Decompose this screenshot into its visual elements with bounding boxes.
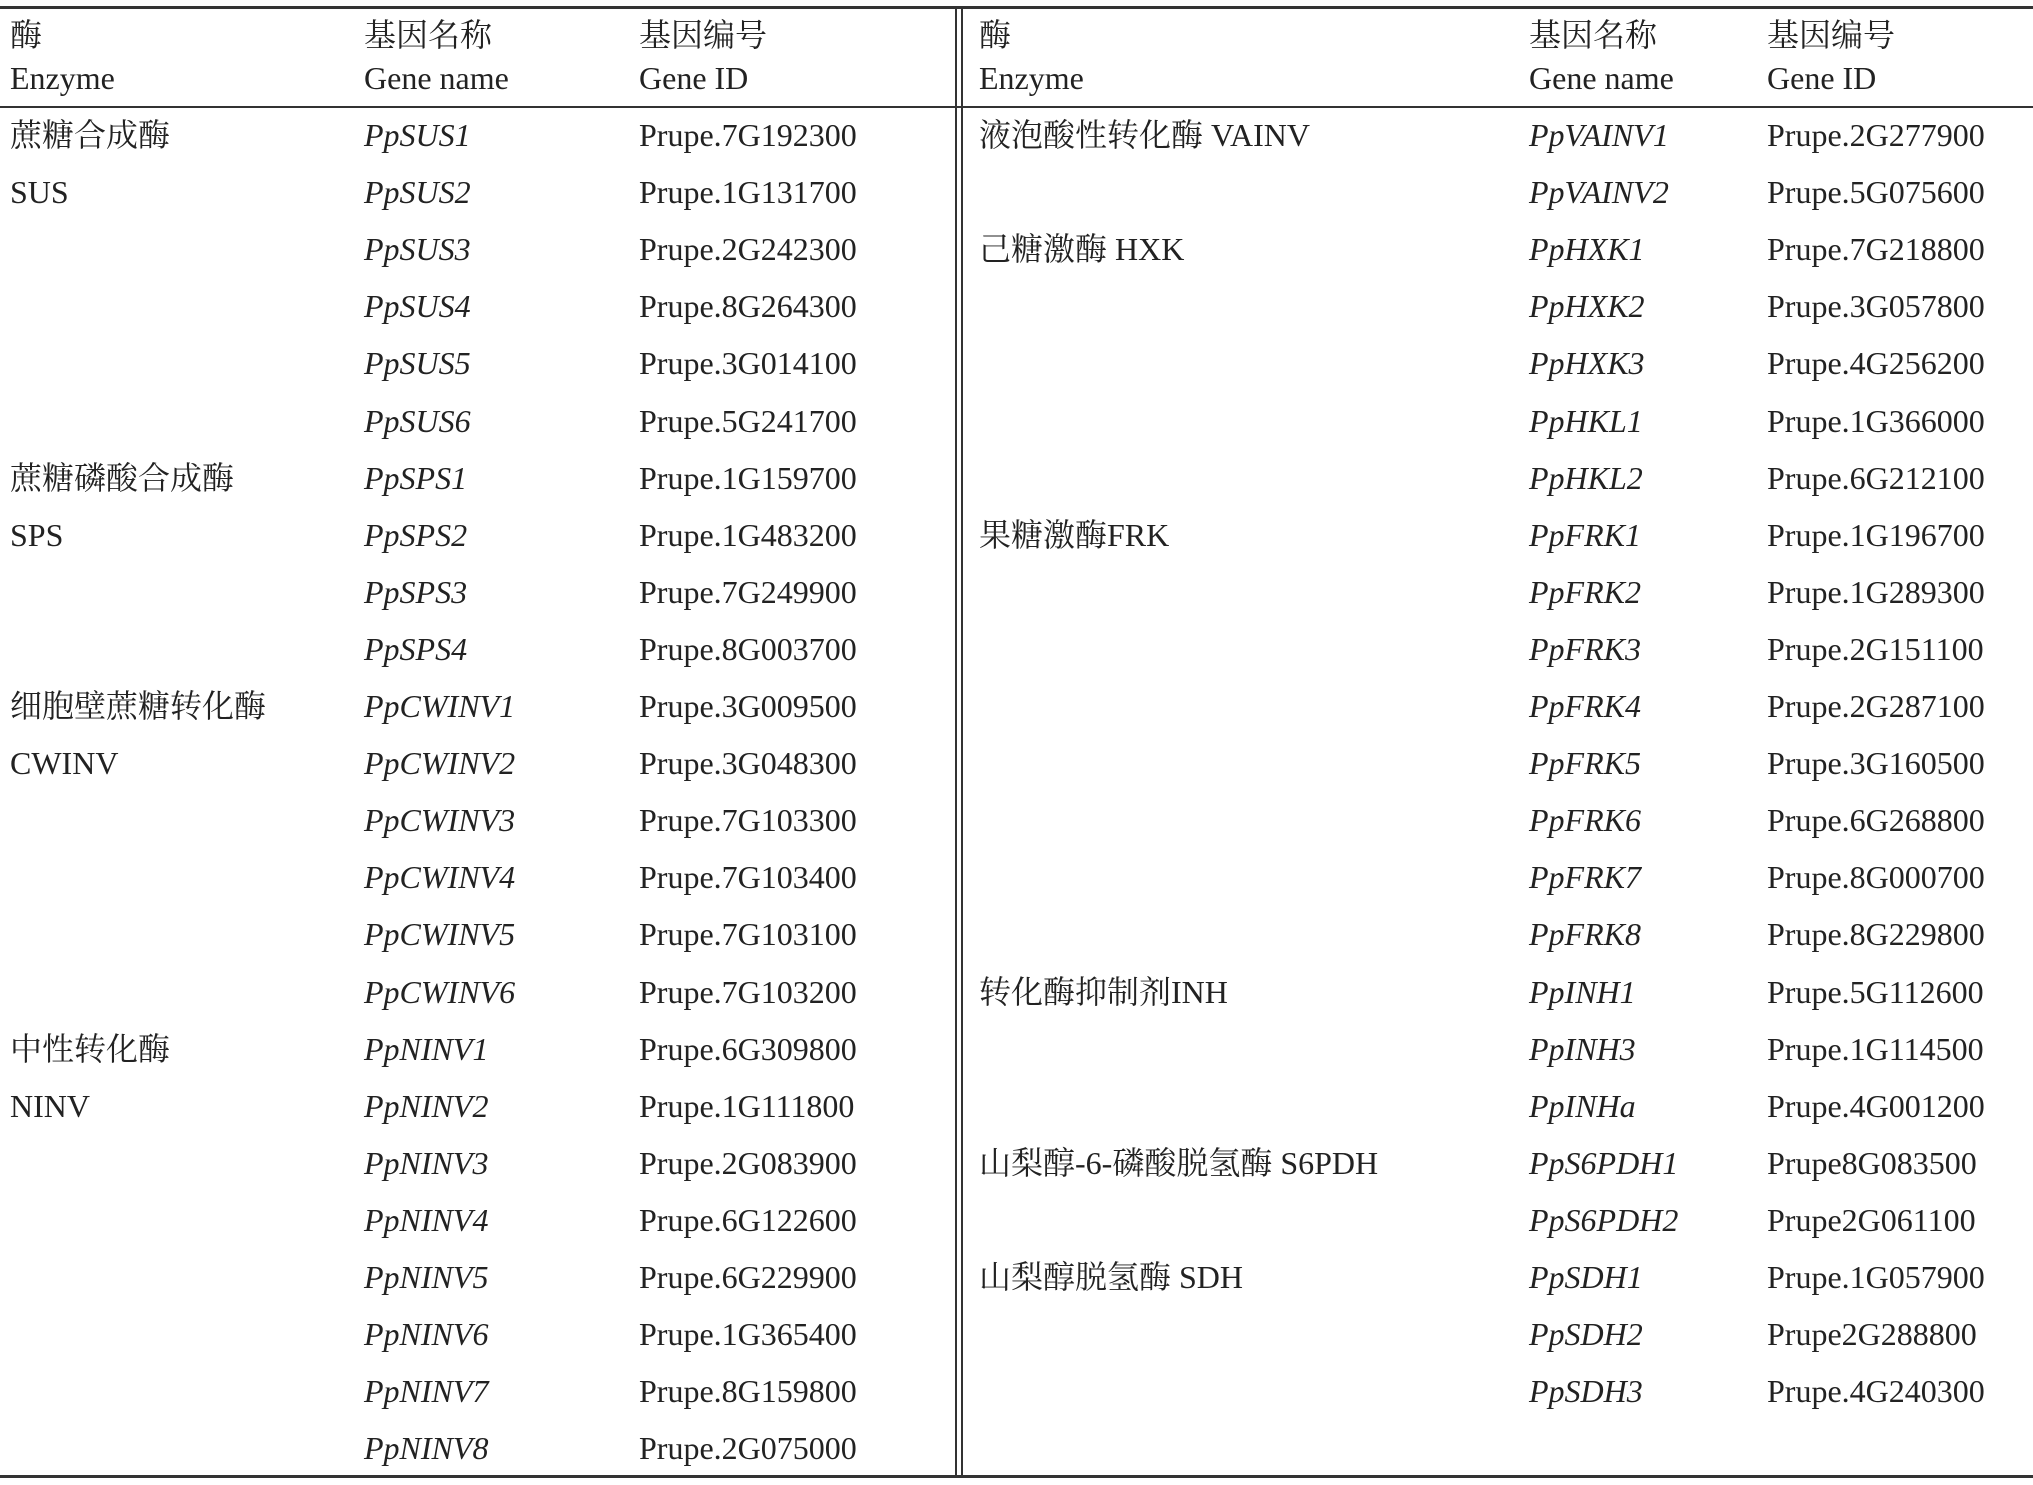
header-gene-id-cn: 基因编号 bbox=[639, 17, 768, 53]
gene-name-cell: PpCWINV6 bbox=[364, 974, 516, 1010]
gene-name-cell: PpNINV7 bbox=[364, 1373, 489, 1409]
enzyme-cell: 液泡酸性转化酶 VAINV bbox=[979, 117, 1310, 153]
gene-name-cell: PpSUS5 bbox=[364, 345, 471, 381]
gene-name-cell: PpHXK1 bbox=[1529, 231, 1645, 267]
gene-id-cell: Prupe.2G083900 bbox=[639, 1145, 857, 1181]
gene-id-cell: Prupe.2G151100 bbox=[1767, 631, 1984, 667]
gene-name-cell: PpNINV4 bbox=[364, 1202, 489, 1238]
header-gene-id-en: Gene ID bbox=[1767, 60, 1877, 96]
gene-id-cell: Prupe2G288800 bbox=[1767, 1316, 1977, 1352]
gene-id-cell: Prupe.7G103300 bbox=[639, 802, 857, 838]
gene-id-cell: Prupe2G061100 bbox=[1767, 1202, 1976, 1238]
gene-name-cell: PpCWINV2 bbox=[364, 745, 516, 781]
column-divider bbox=[961, 8, 963, 1476]
gene-name-cell: PpNINV5 bbox=[364, 1259, 489, 1295]
gene-name-cell: PpINHa bbox=[1529, 1088, 1636, 1124]
gene-name-cell: PpSUS2 bbox=[364, 174, 471, 210]
gene-id-cell: Prupe.1G366000 bbox=[1767, 403, 1985, 439]
gene-name-cell: PpSPS1 bbox=[364, 460, 468, 496]
header-enzyme-en: Enzyme bbox=[10, 60, 115, 96]
enzyme-cell: 果糖激酶FRK bbox=[979, 517, 1170, 553]
header-gene-name-en: Gene name bbox=[1529, 60, 1674, 96]
header-gene-id-cn: 基因编号 bbox=[1767, 17, 1896, 53]
enzyme-cell: 山梨醇脱氢酶 SDH bbox=[979, 1259, 1244, 1295]
gene-name-cell: PpSDH1 bbox=[1529, 1259, 1643, 1295]
header-gene-name-cn: 基因名称 bbox=[1529, 17, 1658, 53]
header-enzyme-cn: 酶 bbox=[979, 17, 1012, 53]
gene-id-cell: Prupe.2G075000 bbox=[639, 1430, 857, 1466]
gene-name-cell: PpNINV1 bbox=[364, 1031, 489, 1067]
gene-id-cell: Prupe.4G001200 bbox=[1767, 1088, 1985, 1124]
enzyme-cell: 细胞壁蔗糖转化酶 bbox=[10, 688, 267, 724]
enzyme-cell: CWINV bbox=[10, 745, 119, 781]
gene-name-cell: PpSUS1 bbox=[364, 117, 471, 153]
gene-name-cell: PpSPS2 bbox=[364, 517, 468, 553]
enzyme-cell: 山梨醇-6-磷酸脱氢酶 S6PDH bbox=[979, 1145, 1379, 1181]
gene-name-cell: PpSUS3 bbox=[364, 231, 471, 267]
gene-name-cell: PpFRK6 bbox=[1529, 802, 1641, 838]
gene-name-cell: PpSUS6 bbox=[364, 403, 471, 439]
enzyme-cell: 中性转化酶 bbox=[10, 1031, 171, 1067]
gene-name-cell: PpFRK7 bbox=[1529, 859, 1641, 895]
gene-name-cell: PpCWINV4 bbox=[364, 859, 516, 895]
gene-id-cell: Prupe8G083500 bbox=[1767, 1145, 1977, 1181]
gene-name-cell: PpNINV8 bbox=[364, 1430, 489, 1466]
gene-id-cell: Prupe.6G212100 bbox=[1767, 460, 1985, 496]
gene-id-cell: Prupe.7G103400 bbox=[639, 859, 857, 895]
gene-name-cell: PpSDH2 bbox=[1529, 1316, 1643, 1352]
gene-id-cell: Prupe.1G057900 bbox=[1767, 1259, 1985, 1295]
gene-id-cell: Prupe.3G057800 bbox=[1767, 288, 1985, 324]
gene-id-cell: Prupe.1G289300 bbox=[1767, 574, 1985, 610]
bottom-rule bbox=[0, 1475, 2033, 1478]
header-gene-name-cn: 基因名称 bbox=[364, 17, 493, 53]
gene-id-cell: Prupe.1G159700 bbox=[639, 460, 857, 496]
gene-id-cell: Prupe.5G112600 bbox=[1767, 974, 1984, 1010]
gene-id-cell: Prupe.6G309800 bbox=[639, 1031, 857, 1067]
gene-id-cell: Prupe.8G229800 bbox=[1767, 916, 1985, 952]
gene-name-cell: PpFRK8 bbox=[1529, 916, 1641, 952]
gene-name-cell: PpSPS3 bbox=[364, 574, 468, 610]
gene-id-cell: Prupe.7G192300 bbox=[639, 117, 857, 153]
gene-id-cell: Prupe.2G242300 bbox=[639, 231, 857, 267]
gene-name-cell: PpFRK5 bbox=[1529, 745, 1641, 781]
gene-id-cell: Prupe.5G241700 bbox=[639, 403, 857, 439]
gene-name-cell: PpFRK4 bbox=[1529, 688, 1641, 724]
gene-id-cell: Prupe.1G114500 bbox=[1767, 1031, 1984, 1067]
enzyme-cell: SPS bbox=[10, 517, 64, 553]
gene-id-cell: Prupe.3G014100 bbox=[639, 345, 857, 381]
gene-id-cell: Prupe.8G000700 bbox=[1767, 859, 1985, 895]
gene-id-cell: Prupe.4G240300 bbox=[1767, 1373, 1985, 1409]
column-divider bbox=[955, 8, 957, 1476]
gene-id-cell: Prupe.3G048300 bbox=[639, 745, 857, 781]
gene-name-cell: PpS6PDH2 bbox=[1529, 1202, 1679, 1238]
gene-name-cell: PpINH1 bbox=[1529, 974, 1636, 1010]
gene-id-cell: Prupe.6G229900 bbox=[639, 1259, 857, 1295]
gene-id-cell: Prupe.1G196700 bbox=[1767, 517, 1985, 553]
gene-id-cell: Prupe.1G111800 bbox=[639, 1088, 855, 1124]
gene-id-cell: Prupe.1G483200 bbox=[639, 517, 857, 553]
gene-id-cell: Prupe.2G277900 bbox=[1767, 117, 1985, 153]
enzyme-cell: NINV bbox=[10, 1088, 90, 1124]
gene-id-cell: Prupe.5G075600 bbox=[1767, 174, 1985, 210]
enzyme-cell: 己糖激酶 HXK bbox=[979, 231, 1185, 267]
gene-name-cell: PpFRK3 bbox=[1529, 631, 1641, 667]
gene-name-cell: PpSUS4 bbox=[364, 288, 471, 324]
gene-name-cell: PpHXK2 bbox=[1529, 288, 1645, 324]
gene-name-cell: PpHKL1 bbox=[1529, 403, 1643, 439]
gene-id-cell: Prupe.7G103100 bbox=[639, 916, 857, 952]
enzyme-cell: 蔗糖磷酸合成酶 bbox=[10, 460, 235, 496]
header-enzyme-en: Enzyme bbox=[979, 60, 1084, 96]
header-gene-id-en: Gene ID bbox=[639, 60, 749, 96]
gene-id-cell: Prupe.7G218800 bbox=[1767, 231, 1985, 267]
gene-name-cell: PpCWINV5 bbox=[364, 916, 516, 952]
top-rule bbox=[0, 6, 2033, 9]
gene-name-cell: PpCWINV3 bbox=[364, 802, 516, 838]
gene-id-cell: Prupe.7G249900 bbox=[639, 574, 857, 610]
gene-name-cell: PpCWINV1 bbox=[364, 688, 516, 724]
gene-name-cell: PpNINV2 bbox=[364, 1088, 489, 1124]
gene-name-cell: PpVAINV1 bbox=[1529, 117, 1669, 153]
gene-id-cell: Prupe.6G122600 bbox=[639, 1202, 857, 1238]
gene-id-cell: Prupe.2G287100 bbox=[1767, 688, 1985, 724]
gene-id-cell: Prupe.1G131700 bbox=[639, 174, 857, 210]
gene-name-cell: PpNINV6 bbox=[364, 1316, 489, 1352]
header-rule bbox=[0, 106, 2033, 108]
enzyme-cell: 蔗糖合成酶 bbox=[10, 117, 171, 153]
gene-id-cell: Prupe.1G365400 bbox=[639, 1316, 857, 1352]
gene-name-cell: PpFRK1 bbox=[1529, 517, 1641, 553]
gene-id-cell: Prupe.4G256200 bbox=[1767, 345, 1985, 381]
gene-name-cell: PpFRK2 bbox=[1529, 574, 1641, 610]
gene-name-cell: PpNINV3 bbox=[364, 1145, 489, 1181]
gene-name-cell: PpHKL2 bbox=[1529, 460, 1643, 496]
gene-id-cell: Prupe.3G160500 bbox=[1767, 745, 1985, 781]
header-enzyme-cn: 酶 bbox=[10, 17, 43, 53]
gene-name-cell: PpINH3 bbox=[1529, 1031, 1636, 1067]
gene-name-cell: PpVAINV2 bbox=[1529, 174, 1669, 210]
gene-name-cell: PpSPS4 bbox=[364, 631, 468, 667]
gene-name-cell: PpSDH3 bbox=[1529, 1373, 1643, 1409]
enzyme-cell: SUS bbox=[10, 174, 69, 210]
gene-id-cell: Prupe.6G268800 bbox=[1767, 802, 1985, 838]
enzyme-cell: 转化酶抑制剂INH bbox=[979, 974, 1228, 1010]
gene-id-cell: Prupe.8G003700 bbox=[639, 631, 857, 667]
gene-id-cell: Prupe.8G264300 bbox=[639, 288, 857, 324]
gene-id-cell: Prupe.3G009500 bbox=[639, 688, 857, 724]
gene-name-cell: PpHXK3 bbox=[1529, 345, 1645, 381]
gene-name-cell: PpS6PDH1 bbox=[1529, 1145, 1679, 1181]
gene-id-cell: Prupe.8G159800 bbox=[639, 1373, 857, 1409]
gene-id-cell: Prupe.7G103200 bbox=[639, 974, 857, 1010]
header-gene-name-en: Gene name bbox=[364, 60, 509, 96]
